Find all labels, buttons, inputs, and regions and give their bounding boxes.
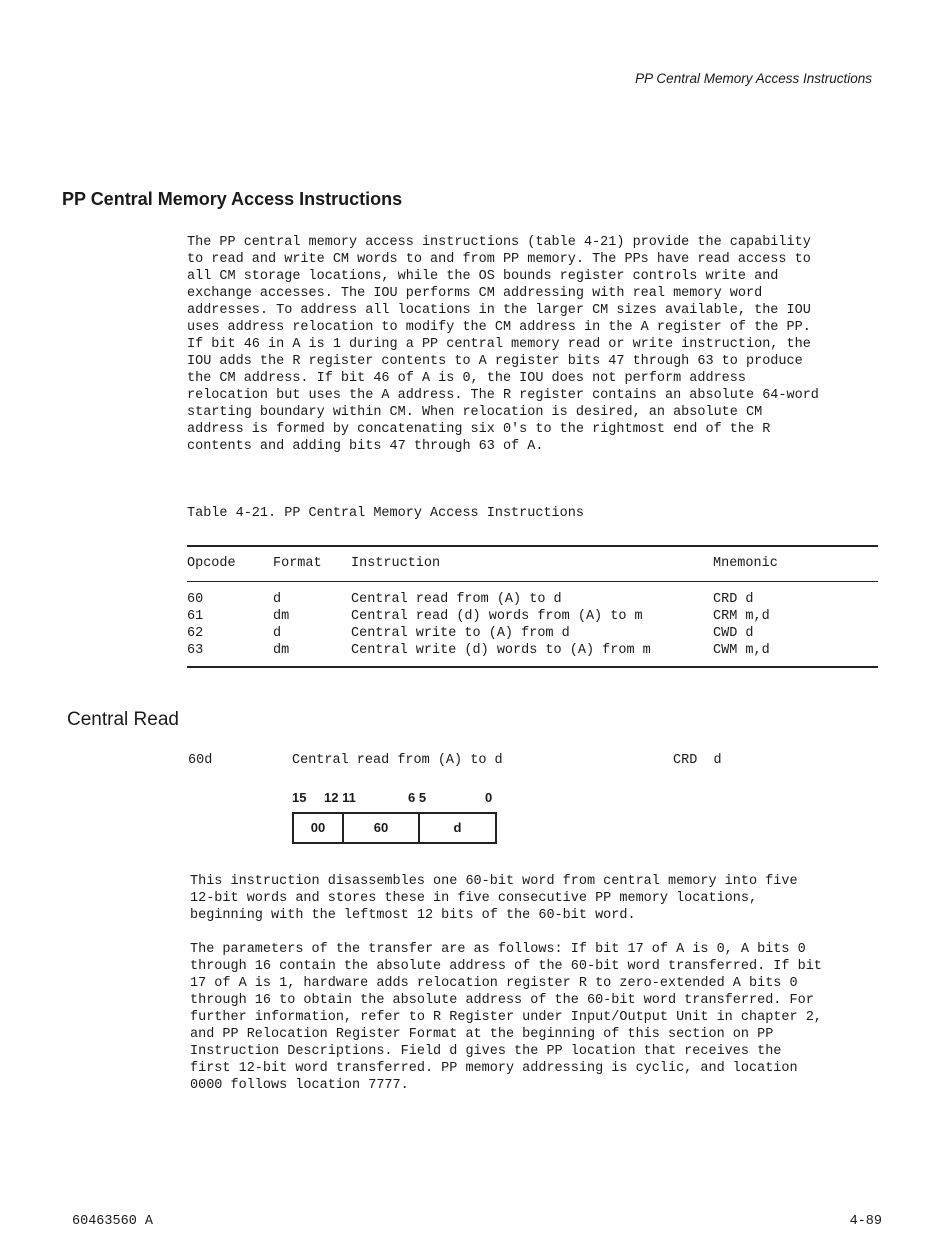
table-cell: d: [273, 626, 282, 641]
document-number: 60463560 A: [72, 1214, 154, 1229]
bit-label-12-11: 12 11: [324, 790, 356, 805]
central-read-paragraph-2: The parameters of the transfer are as follows: If bit 17 of A is 0, A bits 0 through 16 contain the absolute address of the 60-bit word transferred. If bit 17 of A is 1, hardware adds relocation register R to zero-extended A bits 0 through 16 to obtain the absolute address of the 60-bit word transferred. For further information, refer to R Register under Input/Output Unit in chapter 2, and PP Relocation Register Format at the beginning of this section on PP Instruction Descriptions. Field d gives the PP location that receives the first 12-bit word transferred. PP memory addressing is cyclic, and location 0000 follows location 7777.: [190, 942, 822, 1093]
field-d: d: [453, 820, 462, 835]
section-title: PP Central Memory Access Instructions: [62, 189, 403, 209]
table-cell: CRM m,d: [713, 609, 770, 624]
table-cell: dm: [273, 609, 290, 624]
bit-label-6-5: 6 5: [408, 790, 427, 805]
table-cell: Central write (d) words to (A) from m: [351, 643, 651, 658]
mnemonic-label: CRD d: [673, 753, 722, 768]
table-cell: 62: [187, 626, 204, 641]
table-header-instruction: Instruction: [351, 556, 441, 571]
page-number: 4-89: [849, 1214, 882, 1229]
table-bottom-rule: [187, 666, 878, 668]
subsection-title: Central Read: [67, 709, 179, 730]
table-cell: 63: [187, 643, 204, 658]
intro-paragraph: The PP central memory access instructions (table 4-21) provide the capability to read and write CM words to and from PP memory. The PPs have read access to all CM storage locations, while the OS bounds register controls write and exchange accesses. The IOU performs CM addressing with real memory word addresses. To address all locations in the larger CM sizes available, the IOU uses address relocation to modify the CM address in the A register of the PP. If bit 46 in A is 1 during a PP central memory read or write instruction, the IOU adds the R register contents to A register bits 47 through 63 to produce the CM address. If bit 46 of A is 0, the IOU does not perform address relocation but uses the A address. The R register contains an absolute 64-word starting boundary within CM. When relocation is desired, an absolute CM address is formed by concatenating six 0's to the rightmost end of the R contents and adding bits 47 through 63 of A.: [187, 235, 819, 454]
table-cell: 61: [187, 609, 204, 624]
table-cell: 60: [187, 592, 204, 607]
table-top-rule: [187, 545, 878, 547]
table-caption: Table 4-21. PP Central Memory Access Instructions: [187, 506, 584, 521]
table-header-mnemonic: Mnemonic: [713, 556, 778, 571]
table-cell: Central write to (A) from d: [351, 626, 570, 641]
table-cell: dm: [273, 643, 290, 658]
table-header-rule: [187, 581, 878, 582]
table-cell: Central read from (A) to d: [351, 592, 562, 607]
table-cell: CWD d: [713, 626, 754, 641]
instruction-description: Central read from (A) to d: [292, 753, 503, 768]
central-read-paragraph-1: This instruction disassembles one 60-bit word from central memory into five 12-bit words and stores these in five consecutive PP memory locations, beginning with the leftmost 12 bits of the 60-bit word.: [190, 874, 798, 923]
table-header-opcode: Opcode: [187, 556, 236, 571]
bit-label-15: 15: [292, 790, 307, 805]
field-opcode-high: 00: [294, 814, 344, 842]
table-header-format: Format: [273, 556, 322, 571]
table-cell: CRD d: [713, 592, 754, 607]
running-header: PP Central Memory Access Instructions: [635, 71, 872, 86]
table-cell: Central read (d) words from (A) to m: [351, 609, 643, 624]
field-opcode-low: 60: [344, 814, 420, 842]
instruction-format-box: [292, 812, 497, 844]
opcode-label: 60d: [188, 753, 213, 768]
bit-label-0: 0: [485, 790, 493, 805]
table-cell: d: [273, 592, 282, 607]
table-cell: CWM m,d: [713, 643, 770, 658]
